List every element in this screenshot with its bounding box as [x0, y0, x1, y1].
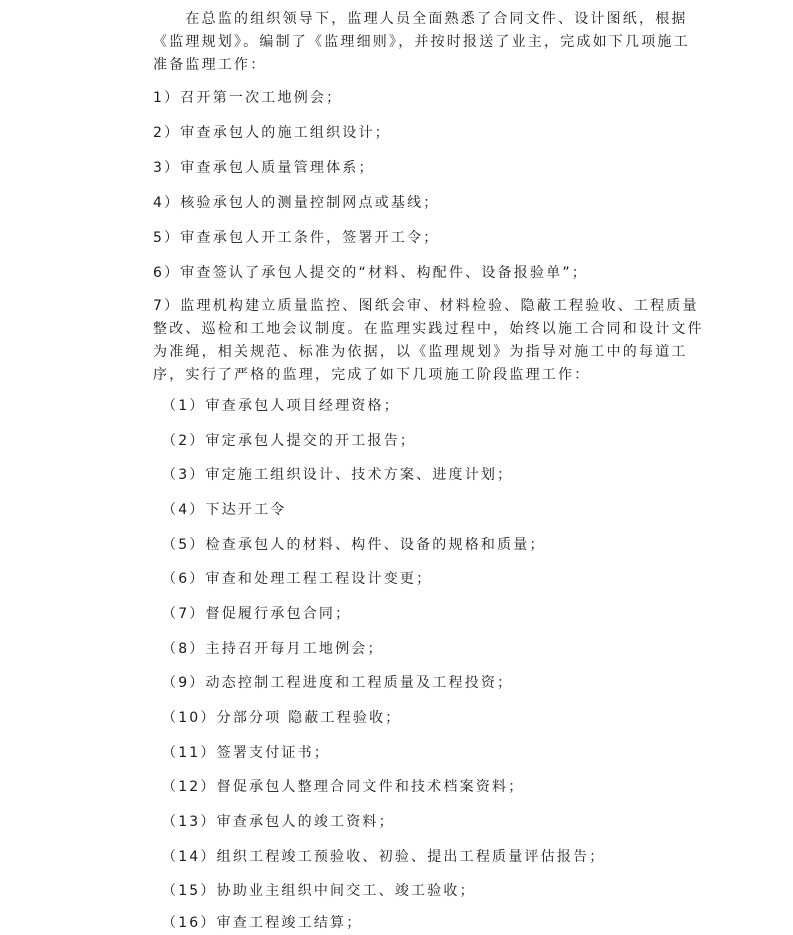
intro-line: 在总监的组织领导下，监理人员全面熟悉了合同文件、设计图纸，根据 [153, 11, 688, 27]
prep-item: 2）审查承包人的施工组织设计； [153, 125, 391, 141]
intro-paragraph [153, 8, 690, 77]
prep-item: 3）审查承包人质量管理体系； [153, 160, 375, 176]
stage-item: （9）动态控制工程进度和工程质量及工程投资； [162, 675, 514, 691]
stage-item: （16）审查工程竣工结算； [162, 915, 363, 931]
item7-line: 7）监理机构建立质量监控、图纸会审、材料检验、隐蔽工程验收、工程质量 [153, 298, 699, 314]
intro-line: 准备监理工作： [153, 57, 267, 73]
prep-item: 4）核验承包人的测量控制网点或基线； [153, 195, 440, 211]
stage-item: （10）分部分项 隐蔽工程验收； [162, 710, 402, 726]
stage-item: （15）协助业主组织中间交工、竣工验收； [162, 883, 476, 899]
stage-item: （14）组织工程竣工预验收、初验、提出工程质量评估报告； [162, 849, 606, 865]
item7-line: 为准绳，相关规范、标准为依据，以《监理规划》为指导对施工中的每道工 [153, 344, 688, 360]
stage-item: （1）审查承包人项目经理资格； [162, 398, 400, 414]
stage-item: （7）督促履行承包合同； [162, 606, 352, 622]
intro-line: 《监理规划》。编制了《监理细则》，并按时报送了业主，完成如下几项施工 [153, 34, 690, 50]
stage-item: （11）签署支付证书； [162, 745, 331, 761]
stage-item: （12）督促承包人整理合同文件和技术档案资料； [162, 779, 525, 795]
stage-item: （13）审查承包人的竣工资料； [162, 814, 395, 830]
item7-line: 序，实行了严格的监理，完成了如下几项施工阶段监理工作： [153, 367, 591, 383]
stage-item: （8）主持召开每月工地例会； [162, 641, 384, 657]
stage-item: （5）检查承包人的材料、构件、设备的规格和质量； [162, 537, 546, 553]
stage-item: （2）审定承包人提交的开工报告； [162, 433, 417, 449]
prep-item: 5）审查承包人开工条件，签署开工令； [153, 230, 440, 246]
prep-item: 6）审查签认了承包人提交的“材料、构配件、设备报验单”； [153, 265, 589, 281]
item7-line: 整改、巡检和工地会议制度。在监理实践过程中，始终以施工合同和设计文件 [153, 321, 704, 337]
prep-item: 1）召开第一次工地例会； [153, 90, 343, 106]
stage-item: （6）审查和处理工程工程设计变更； [162, 571, 433, 587]
item7-paragraph [153, 295, 704, 387]
stage-item: （4）下达开工令 [162, 502, 287, 518]
stage-item: （3）审定施工组织设计、技术方案、进度计划； [162, 467, 514, 483]
